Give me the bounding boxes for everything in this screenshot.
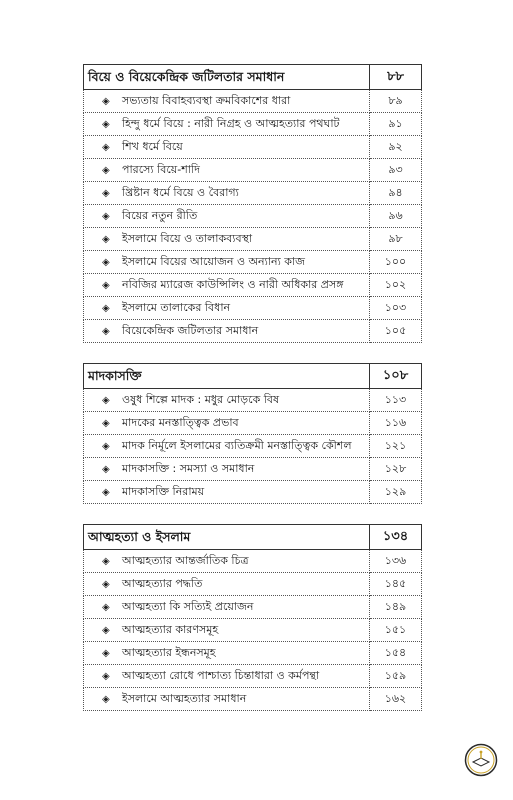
table-of-contents bbox=[83, 64, 422, 711]
toc-entry-cell bbox=[84, 274, 370, 297]
toc-entry-page-number: ৯৮ bbox=[370, 228, 422, 251]
toc-entry-title: আত্মহত্যার ইন্ধনসমূহ bbox=[122, 645, 216, 659]
section-heading-row[interactable] bbox=[84, 65, 422, 90]
publisher-logo-icon bbox=[464, 743, 498, 777]
toc-entry-page-number: ৯২ bbox=[370, 136, 422, 159]
toc-entry-cell bbox=[84, 251, 370, 274]
diamond-bullet-icon: ◈ bbox=[102, 325, 110, 337]
diamond-bullet-icon: ◈ bbox=[102, 279, 110, 291]
toc-entry-title: ইসলামে আত্মহত্যার সমাধান bbox=[122, 691, 247, 705]
toc-entry-cell bbox=[84, 228, 370, 251]
diamond-bullet-icon: ◈ bbox=[102, 440, 110, 452]
toc-entry-row[interactable] bbox=[84, 596, 422, 619]
toc-entry-cell bbox=[84, 136, 370, 159]
toc-entry-title: হিন্দু ধর্মে বিয়ে : নারী নিগ্রহ ও আত্মহত্যার পথঘাট bbox=[122, 116, 340, 130]
diamond-bullet-icon: ◈ bbox=[102, 164, 110, 176]
toc-entry-row[interactable] bbox=[84, 642, 422, 665]
toc-entry-page-number: ১৬২ bbox=[370, 688, 422, 711]
section-spacer bbox=[84, 504, 422, 525]
toc-entry-row[interactable] bbox=[84, 435, 422, 458]
toc-entry-cell bbox=[84, 297, 370, 320]
section-page-number: ১৩৪ bbox=[370, 525, 422, 550]
toc-entry-cell bbox=[84, 642, 370, 665]
toc-entry-title: পারস্যে বিয়ে-শাদি bbox=[122, 162, 200, 176]
toc-entry-title: সভ্যতায় বিবাহব্যবস্থা ক্রমবিকাশের ধারা bbox=[122, 93, 291, 107]
toc-entry-page-number: ১৪৯ bbox=[370, 596, 422, 619]
toc-entry-page-number: ৯৪ bbox=[370, 182, 422, 205]
toc-entry-cell bbox=[84, 550, 370, 573]
diamond-bullet-icon: ◈ bbox=[102, 233, 110, 245]
toc-entry-title: নবিজির ম্যারেজ কাউন্সিলিং ও নারী অধিকার প্রসঙ্গ bbox=[122, 277, 344, 291]
toc-entry-row[interactable] bbox=[84, 182, 422, 205]
diamond-bullet-icon: ◈ bbox=[102, 210, 110, 222]
toc-entry-cell bbox=[84, 619, 370, 642]
diamond-bullet-icon: ◈ bbox=[102, 256, 110, 268]
diamond-bullet-icon: ◈ bbox=[102, 95, 110, 107]
section-heading-row[interactable] bbox=[84, 525, 422, 550]
diamond-bullet-icon: ◈ bbox=[102, 302, 110, 314]
toc-entry-title: ওষুধ শিল্পে মাদক : মধুর মোড়কে বিষ bbox=[122, 392, 280, 406]
toc-entry-cell bbox=[84, 573, 370, 596]
diamond-bullet-icon: ◈ bbox=[102, 486, 110, 498]
toc-entry-title: বিয়েকেন্দ্রিক জটিলতার সমাধান bbox=[122, 323, 259, 337]
toc-entry-cell bbox=[84, 481, 370, 504]
diamond-bullet-icon: ◈ bbox=[102, 670, 110, 682]
toc-entry-title: বিয়ের নতুন রীতি bbox=[122, 208, 198, 222]
toc-entry-page-number: ৮৯ bbox=[370, 90, 422, 113]
toc-entry-cell bbox=[84, 113, 370, 136]
diamond-bullet-icon: ◈ bbox=[102, 463, 110, 475]
toc-entry-title: ইসলামে তালাকের বিধান bbox=[122, 300, 231, 314]
toc-entry-title: আত্মহত্যার আন্তর্জাতিক চিত্র bbox=[122, 553, 249, 567]
diamond-bullet-icon: ◈ bbox=[102, 601, 110, 613]
toc-entry-row[interactable] bbox=[84, 251, 422, 274]
toc-entry-page-number: ১০৩ bbox=[370, 297, 422, 320]
toc-entry-page-number: ১০২ bbox=[370, 274, 422, 297]
toc-entry-title: মাদকের মনস্তাত্ত্বিক প্রভাব bbox=[122, 415, 239, 429]
diamond-bullet-icon: ◈ bbox=[102, 555, 110, 567]
toc-entry-page-number: ১৫৪ bbox=[370, 642, 422, 665]
diamond-bullet-icon: ◈ bbox=[102, 647, 110, 659]
toc-entry-cell bbox=[84, 412, 370, 435]
toc-entry-page-number: ১৪৫ bbox=[370, 573, 422, 596]
toc-entry-cell bbox=[84, 435, 370, 458]
toc-entry-row[interactable] bbox=[84, 159, 422, 182]
toc-entry-row[interactable] bbox=[84, 458, 422, 481]
toc-entry-title: মাদকাসক্তি নিরাময় bbox=[122, 484, 205, 498]
toc-entry-row[interactable] bbox=[84, 389, 422, 412]
toc-entry-title: আত্মহত্যার পদ্ধতি bbox=[122, 576, 203, 590]
toc-entry-title: ইসলামে বিয়ের আয়োজন ও অন্যান্য কাজ bbox=[122, 254, 305, 268]
toc-entry-page-number: ১৩৬ bbox=[370, 550, 422, 573]
toc-entry-row[interactable] bbox=[84, 573, 422, 596]
toc-entry-title: শিখ ধর্মে বিয়ে bbox=[122, 139, 183, 153]
toc-entry-page-number: ১৫৯ bbox=[370, 665, 422, 688]
toc-entry-cell bbox=[84, 688, 370, 711]
toc-entry-row[interactable] bbox=[84, 297, 422, 320]
toc-entry-row[interactable] bbox=[84, 619, 422, 642]
toc-entry-cell bbox=[84, 320, 370, 343]
toc-entry-row[interactable] bbox=[84, 274, 422, 297]
spacer-cell bbox=[370, 343, 422, 364]
spacer-cell bbox=[84, 504, 370, 525]
toc-entry-page-number: ১২১ bbox=[370, 435, 422, 458]
toc-entry-page-number: ১০৫ bbox=[370, 320, 422, 343]
toc-entry-title: খ্রিষ্টান ধর্মে বিয়ে ও বৈরাগ্য bbox=[122, 185, 239, 199]
diamond-bullet-icon: ◈ bbox=[102, 118, 110, 130]
section-spacer bbox=[84, 343, 422, 364]
toc-entry-title: মাদকাসক্তি : সমস্যা ও সমাধান bbox=[122, 461, 255, 475]
diamond-bullet-icon: ◈ bbox=[102, 394, 110, 406]
diamond-bullet-icon: ◈ bbox=[102, 693, 110, 705]
toc-entry-cell bbox=[84, 205, 370, 228]
toc-entry-cell bbox=[84, 182, 370, 205]
toc-entry-page-number: ১২৮ bbox=[370, 458, 422, 481]
toc-entry-page-number: ১১৩ bbox=[370, 389, 422, 412]
section-title: বিয়ে ও বিয়েকেন্দ্রিক জটিলতার সমাধান bbox=[84, 65, 370, 90]
toc-entry-page-number: ৯৬ bbox=[370, 205, 422, 228]
toc-entry-cell bbox=[84, 389, 370, 412]
toc-entry-row[interactable] bbox=[84, 136, 422, 159]
toc-entry-title: ইসলামে বিয়ে ও তালাকব্যবস্থা bbox=[122, 231, 253, 245]
section-page-number: ৮৮ bbox=[370, 65, 422, 90]
toc-entry-row[interactable] bbox=[84, 205, 422, 228]
section-page-number: ১০৮ bbox=[370, 364, 422, 389]
toc-entry-row[interactable] bbox=[84, 550, 422, 573]
toc-entry-title: আত্মহত্যার কারণসমূহ bbox=[122, 622, 219, 636]
toc-entry-cell bbox=[84, 596, 370, 619]
toc-entry-title: মাদক নির্মূলে ইসলামের ব্যতিক্রমী মনস্তাত্ত্বিক কৌশল bbox=[122, 438, 352, 452]
toc-entry-page-number: ৯১ bbox=[370, 113, 422, 136]
toc-entry-cell bbox=[84, 90, 370, 113]
toc-entry-row[interactable] bbox=[84, 320, 422, 343]
toc-entry-title: আত্মহত্যা রোধে পাশ্চাত্য চিন্তাধারা ও কর্মপন্থা bbox=[122, 668, 320, 682]
diamond-bullet-icon: ◈ bbox=[102, 578, 110, 590]
diamond-bullet-icon: ◈ bbox=[102, 187, 110, 199]
toc-entry-row[interactable] bbox=[84, 688, 422, 711]
toc-entry-row[interactable] bbox=[84, 113, 422, 136]
toc-entry-cell bbox=[84, 665, 370, 688]
toc-entry-cell bbox=[84, 159, 370, 182]
diamond-bullet-icon: ◈ bbox=[102, 624, 110, 636]
toc-entry-row[interactable] bbox=[84, 228, 422, 251]
toc-entry-page-number: ১২৯ bbox=[370, 481, 422, 504]
diamond-bullet-icon: ◈ bbox=[102, 141, 110, 153]
section-title: মাদকাসক্তি bbox=[84, 364, 370, 389]
toc-entry-row[interactable] bbox=[84, 90, 422, 113]
toc-entry-title: আত্মহত্যা কি সত্যিই প্রয়োজন bbox=[122, 599, 254, 613]
toc-entry-row[interactable] bbox=[84, 412, 422, 435]
toc-entry-cell bbox=[84, 458, 370, 481]
diamond-bullet-icon: ◈ bbox=[102, 417, 110, 429]
toc-entry-page-number: ৯৩ bbox=[370, 159, 422, 182]
toc-entry-row[interactable] bbox=[84, 481, 422, 504]
toc-entry-row[interactable] bbox=[84, 665, 422, 688]
section-title: আত্মহত্যা ও ইসলাম bbox=[84, 525, 370, 550]
toc-entry-page-number: ১১৬ bbox=[370, 412, 422, 435]
section-heading-row[interactable] bbox=[84, 364, 422, 389]
spacer-cell bbox=[84, 343, 370, 364]
spacer-cell bbox=[370, 504, 422, 525]
toc-entry-page-number: ১৫১ bbox=[370, 619, 422, 642]
toc-entry-page-number: ১০০ bbox=[370, 251, 422, 274]
